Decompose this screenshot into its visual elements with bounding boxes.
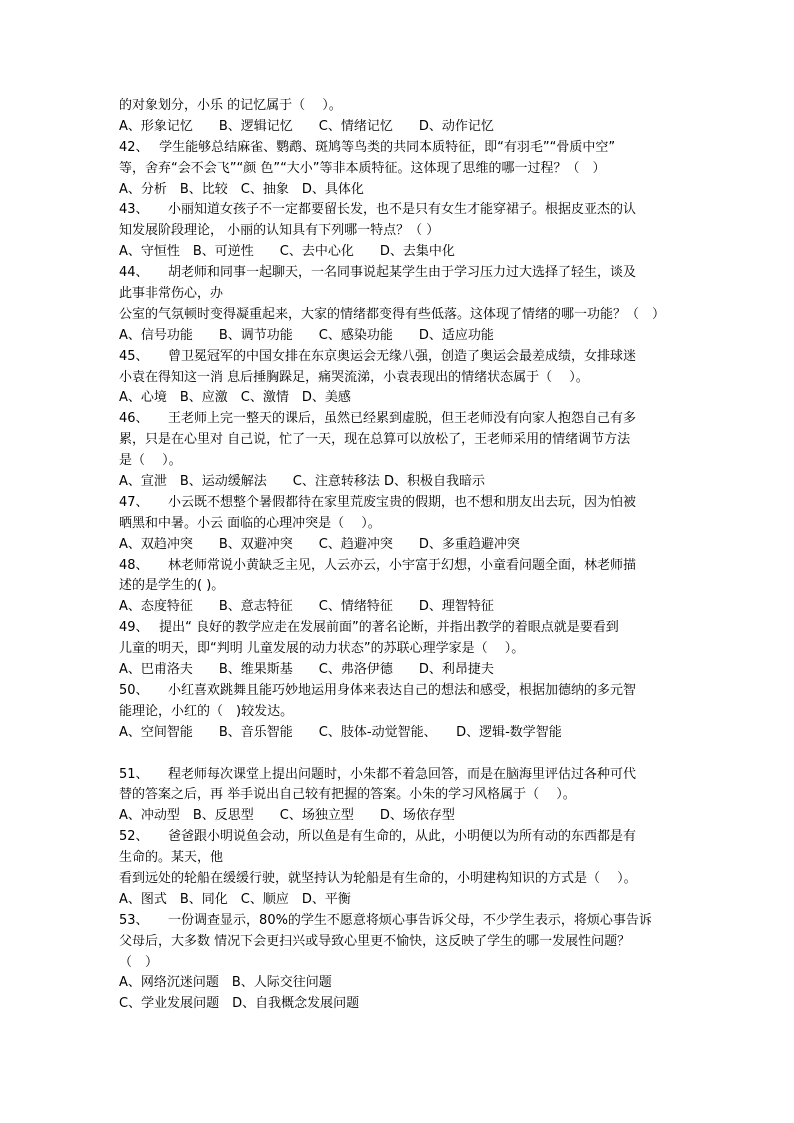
text-line: 52、 爸爸跟小明说鱼会动，所以鱼是有生命的，从此，小明便以为所有动的东西都是有	[119, 829, 637, 845]
text-line: 44、 胡老师和同事一起聊天，一名同事说起某学生由于学习压力过大选择了轻生，谈及	[119, 265, 637, 281]
text-line: 是（ ）。	[119, 453, 182, 469]
text-line: 述的是学生的( )。	[119, 578, 225, 594]
text-line: 生命的。某天，他	[119, 850, 224, 866]
document-page	[119, 96, 679, 1015]
text-line: 看到远处的轮船在缓缓行驶，就坚持认为轮船是有生命的，小明建构知识的方式是（ ）。	[119, 870, 637, 886]
text-line: 43、 小丽知道女孩子不一定都要留长发，也不是只有女生才能穿裙子。根据皮亚杰的认	[119, 202, 637, 218]
text-line: 能理论，小红的（ )较发达。	[119, 703, 294, 719]
text-line: A、分析 B、比较 C、抽象 D、具体化	[119, 181, 364, 197]
text-line: A、守恒性 B、可逆性 C、去中心化 D、去集中化	[119, 244, 455, 260]
text-line: C、学业发展问题 D、自我概念发展问题	[119, 996, 360, 1012]
text-line: 公室的气氛顿时变得凝重起来，大家的情绪都变得有些低落。这体现了情绪的哪一功能？（ ）	[119, 306, 666, 322]
text-line: A、图式 B、同化 C、顺应 D、平衡	[119, 891, 351, 907]
text-line: 50、 小红喜欢跳舞且能巧妙地运用身体来表达自己的想法和感受，根据加德纳的多元智	[119, 682, 637, 698]
text-line: A、双趋冲突 B、双避冲突 C、趋避冲突 D、多重趋避冲突	[119, 536, 520, 552]
text-line: A、空间智能 B、音乐智能 C、肢体-动觉智能、 D、逻辑-数学智能	[119, 724, 562, 740]
text-line: 47、 小云既不想整个暑假都待在家里荒废宝贵的假期，也不想和朋友出去玩，因为怕被	[119, 494, 637, 510]
text-line: 42、 学生能够总结麻雀、鹦鹉、斑鸠等鸟类的共同本质特征，即“有羽毛”“骨质中空”	[119, 139, 616, 155]
text-line: A、信号功能 B、调节功能 C、感染功能 D、适应功能	[119, 327, 494, 343]
text-line	[119, 744, 679, 765]
text-line: 49、 提出“ 良好的教学应走在发展前面”的著名论断，并指出教学的着眼点就是要看到	[119, 620, 619, 636]
text-line: 48、 林老师常说小黄缺乏主见，人云亦云，小宇富于幻想，小童看问题全面，林老师描	[119, 557, 637, 573]
text-line: 替的答案之后，再 举手说出自己较有把握的答案。小朱的学习风格属于（ ）。	[119, 787, 576, 803]
text-line: 晒黑和中暑。小云 面临的心理冲突是（ ）。	[119, 515, 381, 531]
text-line: 小袁在得知这一消 息后捶胸跺足，痛哭流涕，小袁表现出的情绪状态属于（ ）。	[119, 369, 589, 385]
text-line: A、宣泄 B、运动缓解法 C、注意转移法 D、积极自我暗示	[119, 474, 486, 490]
text-line: 53、 一份调查显示，80%的学生不愿意将烦心事告诉父母，不少学生表示，将烦心事告诉	[119, 912, 652, 928]
text-line: 等，舍弃“会不会飞”“颜 色”“大小”等非本质特征。这体现了思维的哪一过程？（ ）	[119, 160, 606, 176]
text-line: 51、 程老师每次课堂上提出问题时，小朱都不着急回答，而是在脑海里评估过各种可代	[119, 766, 637, 782]
text-line: 的对象划分，小乐 的记忆属于（ ）。	[119, 98, 342, 113]
text-line: A、形象记忆 B、逻辑记忆 C、情绪记忆 D、动作记忆	[119, 118, 494, 134]
text-line: 此事非常伤心，办	[119, 286, 224, 302]
text-line: A、网络沉迷问题 B、人际交往问题	[119, 975, 332, 991]
text-line: 儿童的明天，即“判明 儿童发展的动力状态”的苏联心理学家是（ ）。	[119, 641, 525, 657]
text-line: A、态度特征 B、意志特征 C、情绪特征 D、理智特征	[119, 599, 494, 615]
text-line: 知发展阶段理论， 小丽的认知具有下列哪一特点？（ ）	[119, 223, 440, 239]
text-line: A、心境 B、应激 C、激情 D、美感	[119, 390, 351, 406]
text-line: 45、 曾卫冕冠军的中国女排在东京奥运会无缘八强，创造了奥运会最差成绩，女排球迷	[119, 348, 637, 364]
text-line: 累，只是在心里对 自己说，忙了一天，现在总算可以放松了，王老师采用的情绪调节方法	[119, 432, 631, 448]
text-line: A、巴甫洛夫 B、维果斯基 C、弗洛伊德 D、利昂捷夫	[119, 662, 494, 678]
text-line: A、冲动型 B、反思型 C、场独立型 D、场依存型	[119, 808, 455, 824]
text-line: （ ）	[119, 954, 159, 970]
text-line: 父母后，大多数 情况下会更扫兴或导致心里更不愉快，这反映了学生的哪一发展性问题？	[119, 933, 631, 949]
text-line: 46、 王老师上完一整天的课后，虽然已经累到虚脱，但王老师没有向家人抱怨自己有多	[119, 411, 637, 427]
